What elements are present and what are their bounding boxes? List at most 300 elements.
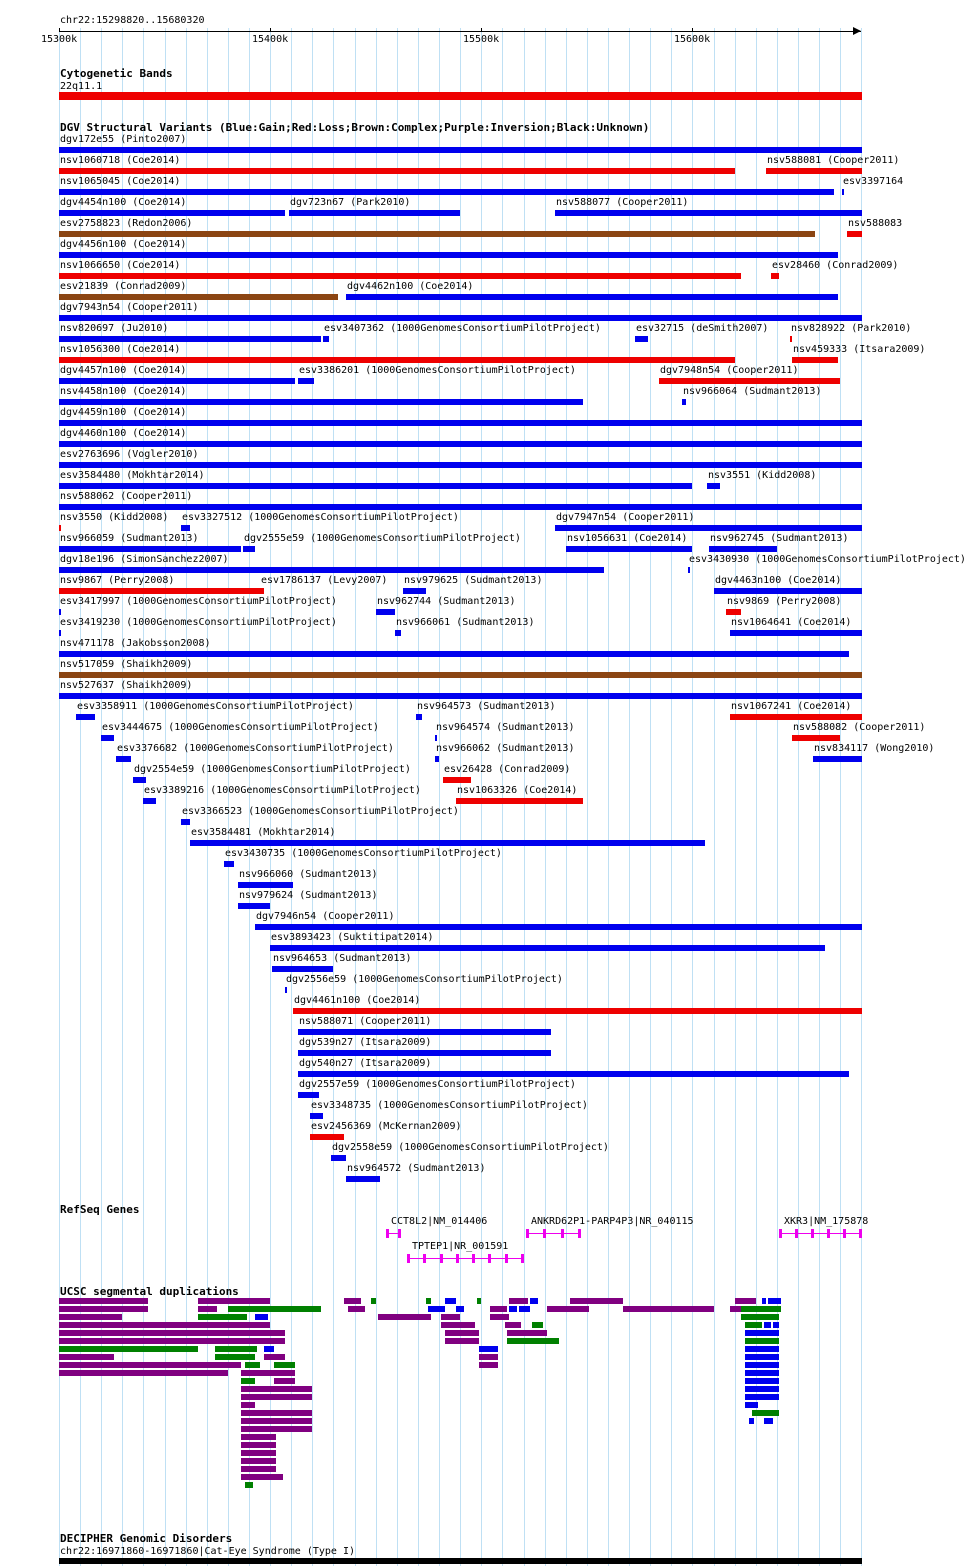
dgv-variant-bar[interactable] xyxy=(310,1113,323,1119)
segdup-block[interactable] xyxy=(198,1306,217,1312)
gene-exon[interactable] xyxy=(543,1229,546,1238)
dgv-variant-label: nsv964572 (Sudmant2013) xyxy=(347,1163,486,1174)
decipher-track-title[interactable]: DECIPHER Genomic Disorders xyxy=(60,1532,233,1545)
dgv-variant-bar[interactable] xyxy=(792,357,838,363)
dgv-variant-label: esv32715 (deSmith2007) xyxy=(636,323,769,334)
dgv-variant-label: nsv517059 (Shaikh2009) xyxy=(60,659,193,670)
gridline xyxy=(819,28,820,1566)
dgv-variant-bar[interactable] xyxy=(59,315,862,321)
dgv-variant-bar[interactable] xyxy=(59,630,61,636)
ruler-tick xyxy=(692,28,693,32)
segdup-block[interactable] xyxy=(264,1354,285,1360)
dgv-variant-bar[interactable] xyxy=(59,420,862,426)
segdup-block[interactable] xyxy=(505,1322,521,1328)
dgv-variant-bar[interactable] xyxy=(59,441,862,447)
gridline xyxy=(481,28,482,1566)
gene-intron-line[interactable] xyxy=(526,1233,581,1234)
dgv-variant-bar[interactable] xyxy=(555,210,862,216)
dgv-variant-bar[interactable] xyxy=(59,378,295,384)
segdup-block[interactable] xyxy=(745,1346,779,1352)
dgv-variant-label: nsv966061 (Sudmant2013) xyxy=(396,617,535,628)
dgv-variant-bar[interactable] xyxy=(709,546,777,552)
gene-exon[interactable] xyxy=(505,1254,508,1263)
gridline xyxy=(376,28,377,1566)
segdup-block[interactable] xyxy=(441,1314,460,1320)
segdup-block[interactable] xyxy=(745,1370,779,1376)
dgv-variant-label: esv2763696 (Vogler2010) xyxy=(60,449,199,460)
segdup-block[interactable] xyxy=(241,1418,312,1424)
segdup-block[interactable] xyxy=(59,1322,270,1328)
segdup-block[interactable] xyxy=(507,1338,559,1344)
dgv-variant-label: esv21839 (Conrad2009) xyxy=(60,281,187,292)
dgv-variant-bar[interactable] xyxy=(59,357,735,363)
segdup-block[interactable] xyxy=(215,1346,257,1352)
segdup-block[interactable] xyxy=(59,1338,285,1344)
segdup-block[interactable] xyxy=(228,1306,321,1312)
dgv-variant-label: nsv527637 (Shaikh2009) xyxy=(60,680,193,691)
segdup-block[interactable] xyxy=(241,1442,276,1448)
segdup-block[interactable] xyxy=(752,1410,779,1416)
segdup-block[interactable] xyxy=(509,1306,517,1312)
gridline xyxy=(566,28,567,1566)
gridline xyxy=(671,28,672,1566)
decipher-item-label: chr22:16971860-16971860|Cat-Eye Syndrome (Type I) xyxy=(60,1546,356,1557)
dgv-variant-label: esv3327512 (1000GenomesConsortiumPilotProject) xyxy=(182,512,459,523)
dgv-variant-bar[interactable] xyxy=(255,924,862,930)
dgv-variant-bar[interactable] xyxy=(181,819,190,825)
ruler-tick xyxy=(270,28,271,32)
segdup-block[interactable] xyxy=(59,1346,198,1352)
segdup-block[interactable] xyxy=(274,1362,295,1368)
dgv-variant-bar[interactable] xyxy=(730,630,862,636)
gene-intron-line[interactable] xyxy=(779,1233,862,1234)
dgv-variant-label: nsv9869 (Perry2008) xyxy=(727,596,842,607)
segdup-block[interactable] xyxy=(445,1338,479,1344)
segdup-block[interactable] xyxy=(241,1466,276,1472)
refseq-track-title[interactable]: RefSeq Genes xyxy=(60,1203,140,1216)
gridline xyxy=(798,28,799,1566)
dgv-variant-label: nsv9867 (Perry2008) xyxy=(60,575,175,586)
gene-exon[interactable] xyxy=(398,1229,401,1238)
gene-label: CCT8L2|NM_014406 xyxy=(391,1216,488,1227)
dgv-variant-bar[interactable] xyxy=(243,546,255,552)
segdup-block[interactable] xyxy=(745,1378,779,1384)
segdup-block[interactable] xyxy=(445,1298,456,1304)
dgv-variant-bar[interactable] xyxy=(59,609,61,615)
dgv-variant-label: dgv4459n100 (Coe2014) xyxy=(60,407,187,418)
dgv-variant-bar[interactable] xyxy=(707,483,720,489)
dgv-variant-label: nsv1067241 (Coe2014) xyxy=(731,701,852,712)
dgv-variant-bar[interactable] xyxy=(346,294,838,300)
ruler-tick-label: 15400k xyxy=(252,34,289,45)
dgv-variant-label: dgv172e55 (Pinto2007) xyxy=(60,134,187,145)
dgv-variant-bar[interactable] xyxy=(813,756,862,762)
gene-exon[interactable] xyxy=(488,1254,491,1263)
dgv-variant-bar[interactable] xyxy=(59,399,583,405)
dgv-variant-bar[interactable] xyxy=(59,567,604,573)
dgv-variant-label: nsv588083 xyxy=(848,218,903,229)
segdup-block[interactable] xyxy=(241,1402,255,1408)
segdup-block[interactable] xyxy=(241,1474,283,1480)
dgv-variant-label: dgv540n27 (Itsara2009) xyxy=(299,1058,432,1069)
dgv-variant-label: dgv2557e59 (1000GenomesConsortiumPilotProject) xyxy=(299,1079,576,1090)
dgv-variant-bar[interactable] xyxy=(59,147,862,153)
dgv-variant-bar[interactable] xyxy=(310,1134,344,1140)
gene-exon[interactable] xyxy=(407,1254,410,1263)
gridline xyxy=(650,28,651,1566)
segdup-block[interactable] xyxy=(479,1362,498,1368)
segdup-block[interactable] xyxy=(344,1298,361,1304)
gene-exon[interactable] xyxy=(472,1254,475,1263)
dgv-variant-bar[interactable] xyxy=(293,1008,862,1014)
dgv-variant-bar[interactable] xyxy=(59,546,241,552)
dgv-variant-label: dgv2554e59 (1000GenomesConsortiumPilotProject) xyxy=(134,764,411,775)
segdup-block[interactable] xyxy=(735,1298,756,1304)
dgv-variant-bar[interactable] xyxy=(635,336,648,342)
gene-label: ANKRD62P1-PARP4P3|NR_040115 xyxy=(531,1216,694,1227)
segdup-block[interactable] xyxy=(426,1298,431,1304)
segdup-block[interactable] xyxy=(764,1322,771,1328)
dgv-variant-label: esv3386201 (1000GenomesConsortiumPilotProject) xyxy=(299,365,576,376)
dgv-variant-label: nsv828922 (Park2010) xyxy=(791,323,912,334)
segdup-block[interactable] xyxy=(507,1330,547,1336)
ruler-arrow-icon xyxy=(853,27,861,35)
gridline xyxy=(418,28,419,1566)
segdup-block[interactable] xyxy=(255,1314,268,1320)
dgv-variant-label: esv3366523 (1000GenomesConsortiumPilotProject) xyxy=(182,806,459,817)
dgv-variant-bar[interactable] xyxy=(395,630,401,636)
dgv-variant-label: dgv4462n100 (Coe2014) xyxy=(347,281,474,292)
dgv-variant-label: dgv4456n100 (Coe2014) xyxy=(60,239,187,250)
dgv-variant-bar[interactable] xyxy=(59,693,862,699)
dgv-variant-bar[interactable] xyxy=(116,756,131,762)
dgv-variant-bar[interactable] xyxy=(59,336,321,342)
dgv-variant-bar[interactable] xyxy=(726,609,741,615)
segdup-track-title[interactable]: UCSC segmental duplications xyxy=(60,1285,239,1298)
dgv-variant-bar[interactable] xyxy=(435,735,437,741)
dgv-variant-bar[interactable] xyxy=(181,525,190,531)
dgv-variant-bar[interactable] xyxy=(771,273,779,279)
dgv-variant-bar[interactable] xyxy=(59,672,862,678)
dgv-variant-bar[interactable] xyxy=(346,1176,380,1182)
segdup-block[interactable] xyxy=(245,1362,260,1368)
dgv-variant-label: dgv7946n54 (Cooper2011) xyxy=(256,911,395,922)
segdup-block[interactable] xyxy=(532,1322,543,1328)
dgv-variant-bar[interactable] xyxy=(323,336,329,342)
dgv-variant-bar[interactable] xyxy=(101,735,114,741)
dgv-variant-bar[interactable] xyxy=(272,966,333,972)
dgv-variant-label: nsv966060 (Sudmant2013) xyxy=(239,869,378,880)
segdup-block[interactable] xyxy=(745,1386,779,1392)
ruler-tick xyxy=(481,28,482,32)
segdup-block[interactable] xyxy=(428,1306,445,1312)
dgv-variant-label: dgv4460n100 (Coe2014) xyxy=(60,428,187,439)
dgv-variant-bar[interactable] xyxy=(331,1155,346,1161)
dgv-variant-label: nsv962745 (Sudmant2013) xyxy=(710,533,849,544)
gene-exon[interactable] xyxy=(811,1229,814,1238)
dgv-variant-label: esv3584480 (Mokhtar2014) xyxy=(60,470,205,481)
segdup-block[interactable] xyxy=(215,1354,255,1360)
dgv-variant-bar[interactable] xyxy=(190,840,705,846)
segdup-block[interactable] xyxy=(378,1314,431,1320)
segdup-block[interactable] xyxy=(741,1306,781,1312)
segdup-block[interactable] xyxy=(59,1354,114,1360)
dgv-variant-bar[interactable] xyxy=(298,378,314,384)
segdup-block[interactable] xyxy=(241,1394,312,1400)
gene-exon[interactable] xyxy=(795,1229,798,1238)
segdup-block[interactable] xyxy=(530,1298,538,1304)
segdup-block[interactable] xyxy=(745,1330,779,1336)
dgv-variant-bar[interactable] xyxy=(682,399,686,405)
dgv-variant-bar[interactable] xyxy=(59,294,338,300)
gene-exon[interactable] xyxy=(843,1229,846,1238)
dgv-variant-label: dgv4463n100 (Coe2014) xyxy=(715,575,842,586)
dgv-variant-bar[interactable] xyxy=(443,777,471,783)
dgv-variant-bar[interactable] xyxy=(238,903,270,909)
gridline xyxy=(861,28,862,1566)
ruler-tick-label: 15300k xyxy=(41,34,78,45)
gene-exon[interactable] xyxy=(779,1229,782,1238)
segdup-block[interactable] xyxy=(59,1330,285,1336)
dgv-variant-bar[interactable] xyxy=(59,273,741,279)
segdup-block[interactable] xyxy=(241,1378,255,1384)
segdup-block[interactable] xyxy=(477,1298,481,1304)
segdup-block[interactable] xyxy=(745,1338,779,1344)
dgv-variant-label: nsv966059 (Sudmant2013) xyxy=(60,533,199,544)
dgv-variant-bar[interactable] xyxy=(224,861,234,867)
dgv-variant-label: dgv7943n54 (Cooper2011) xyxy=(60,302,199,313)
dgv-variant-bar[interactable] xyxy=(59,252,838,258)
cyto-band-bar[interactable] xyxy=(59,92,862,100)
segdup-block[interactable] xyxy=(479,1354,498,1360)
dgv-variant-bar[interactable] xyxy=(416,714,422,720)
dgv-variant-bar[interactable] xyxy=(555,525,862,531)
segdup-block[interactable] xyxy=(241,1386,312,1392)
segdup-block[interactable] xyxy=(745,1322,762,1328)
gridline xyxy=(629,28,630,1566)
dgv-variant-label: dgv723n67 (Park2010) xyxy=(290,197,411,208)
gene-exon[interactable] xyxy=(521,1254,524,1263)
dgv-variant-bar[interactable] xyxy=(59,504,862,510)
segdup-block[interactable] xyxy=(241,1434,276,1440)
dgv-variant-bar[interactable] xyxy=(403,588,426,594)
cyto-track-title[interactable]: Cytogenetic Bands xyxy=(60,67,173,80)
dgv-variant-bar[interactable] xyxy=(688,567,690,573)
dgv-variant-label: nsv834117 (Wong2010) xyxy=(814,743,935,754)
segdup-block[interactable] xyxy=(198,1314,247,1320)
dgv-variant-label: nsv979625 (Sudmant2013) xyxy=(404,575,543,586)
gridline xyxy=(312,28,313,1566)
dgv-track-title[interactable]: DGV Structural Variants (Blue:Gain;Red:Loss;Brown:Complex;Purple:Inversion;Black:Unknown) xyxy=(60,121,650,134)
dgv-variant-bar[interactable] xyxy=(59,231,815,237)
segdup-block[interactable] xyxy=(59,1370,228,1376)
segdup-block[interactable] xyxy=(445,1330,479,1336)
dgv-variant-bar[interactable] xyxy=(730,714,862,720)
dgv-variant-bar[interactable] xyxy=(260,588,264,594)
segdup-block[interactable] xyxy=(241,1370,295,1376)
segdup-block[interactable] xyxy=(198,1298,270,1304)
segdup-block[interactable] xyxy=(245,1482,253,1488)
dgv-variant-label: nsv1064641 (Coe2014) xyxy=(731,617,852,628)
dgv-variant-bar[interactable] xyxy=(790,336,792,342)
segdup-block[interactable] xyxy=(768,1298,781,1304)
dgv-variant-label: nsv1066650 (Coe2014) xyxy=(60,260,181,271)
dgv-variant-bar[interactable] xyxy=(298,1050,551,1056)
segdup-block[interactable] xyxy=(241,1410,312,1416)
dgv-variant-label: nsv3550 (Kidd2008) xyxy=(60,512,169,523)
gene-exon[interactable] xyxy=(526,1229,529,1238)
ruler-tick xyxy=(59,28,60,32)
dgv-variant-label: esv3893423 (Suktitipat2014) xyxy=(271,932,434,943)
segdup-block[interactable] xyxy=(490,1314,509,1320)
segdup-block[interactable] xyxy=(441,1322,475,1328)
segdup-block[interactable] xyxy=(570,1298,623,1304)
dgv-variant-bar[interactable] xyxy=(298,1092,319,1098)
dgv-variant-bar[interactable] xyxy=(842,189,844,195)
dgv-variant-bar[interactable] xyxy=(435,756,439,762)
dgv-variant-label: nsv964574 (Sudmant2013) xyxy=(436,722,575,733)
segdup-block[interactable] xyxy=(745,1354,779,1360)
dgv-variant-bar[interactable] xyxy=(566,546,692,552)
segdup-block[interactable] xyxy=(241,1458,276,1464)
dgv-variant-label: dgv18e196 (SimonSanchez2007) xyxy=(60,554,229,565)
dgv-variant-label: nsv588082 (Cooper2011) xyxy=(793,722,926,733)
ruler-tick-label: 15500k xyxy=(463,34,500,45)
gridline xyxy=(291,28,292,1566)
segdup-block[interactable] xyxy=(764,1418,773,1424)
ruler-tick-label: 15600k xyxy=(674,34,711,45)
gene-exon[interactable] xyxy=(423,1254,426,1263)
segdup-block[interactable] xyxy=(479,1346,498,1352)
gridline xyxy=(714,28,715,1566)
dgv-variant-bar[interactable] xyxy=(143,798,156,804)
dgv-variant-label: esv3430930 (1000GenomesConsortiumPilotProject) xyxy=(689,554,966,565)
dgv-variant-label: nsv588077 (Cooper2011) xyxy=(556,197,689,208)
dgv-variant-label: dgv2555e59 (1000GenomesConsortiumPilotProject) xyxy=(244,533,521,544)
segdup-block[interactable] xyxy=(241,1450,276,1456)
dgv-variant-label: dgv539n27 (Itsara2009) xyxy=(299,1037,432,1048)
segdup-block[interactable] xyxy=(274,1378,295,1384)
segdup-block[interactable] xyxy=(264,1346,274,1352)
gridline xyxy=(840,28,841,1566)
segdup-block[interactable] xyxy=(59,1298,148,1304)
cyto-band-label: 22q11.1 xyxy=(60,81,103,92)
dgv-variant-bar[interactable] xyxy=(59,462,862,468)
gene-exon[interactable] xyxy=(456,1254,459,1263)
dgv-variant-label: nsv966064 (Sudmant2013) xyxy=(683,386,822,397)
dgv-variant-label: nsv471178 (Jakobsson2008) xyxy=(60,638,211,649)
dgv-variant-label: dgv4461n100 (Coe2014) xyxy=(294,995,421,1006)
segdup-block[interactable] xyxy=(773,1322,779,1328)
dgv-variant-bar[interactable] xyxy=(59,651,849,657)
dgv-variant-bar[interactable] xyxy=(238,882,293,888)
segdup-block[interactable] xyxy=(547,1306,589,1312)
dgv-variant-bar[interactable] xyxy=(133,777,146,783)
gene-exon[interactable] xyxy=(827,1229,830,1238)
dgv-variant-bar[interactable] xyxy=(659,378,840,384)
dgv-variant-label: esv3444675 (1000GenomesConsortiumPilotProject) xyxy=(102,722,379,733)
dgv-variant-label: esv1786137 (Levy2007) xyxy=(261,575,388,586)
gene-exon[interactable] xyxy=(859,1229,862,1238)
dgv-variant-label: esv26428 (Conrad2009) xyxy=(444,764,571,775)
dgv-variant-label: dgv4457n100 (Coe2014) xyxy=(60,365,187,376)
gridline xyxy=(439,28,440,1566)
gridline xyxy=(397,28,398,1566)
dgv-variant-bar[interactable] xyxy=(298,1029,551,1035)
dgv-variant-label: nsv1060718 (Coe2014) xyxy=(60,155,181,166)
dgv-variant-bar[interactable] xyxy=(59,168,735,174)
dgv-variant-label: nsv962744 (Sudmant2013) xyxy=(377,596,516,607)
segdup-block[interactable] xyxy=(59,1314,122,1320)
segdup-block[interactable] xyxy=(741,1314,779,1320)
dgv-variant-bar[interactable] xyxy=(59,189,834,195)
gene-exon[interactable] xyxy=(578,1229,581,1238)
segdup-block[interactable] xyxy=(623,1306,714,1312)
segdup-block[interactable] xyxy=(59,1306,148,1312)
gene-exon[interactable] xyxy=(386,1229,389,1238)
dgv-variant-label: dgv2556e59 (1000GenomesConsortiumPilotProject) xyxy=(286,974,563,985)
segdup-block[interactable] xyxy=(59,1362,241,1368)
gridline xyxy=(692,28,693,1566)
dgv-variant-bar[interactable] xyxy=(847,231,862,237)
dgv-variant-label: esv2758823 (Redon2006) xyxy=(60,218,193,229)
dgv-variant-label: nsv1065045 (Coe2014) xyxy=(60,176,181,187)
dgv-variant-bar[interactable] xyxy=(76,714,95,720)
segdup-block[interactable] xyxy=(241,1426,312,1432)
dgv-variant-bar[interactable] xyxy=(376,609,395,615)
dgv-variant-bar[interactable] xyxy=(285,987,287,993)
gene-exon[interactable] xyxy=(440,1254,443,1263)
dgv-variant-bar[interactable] xyxy=(270,945,825,951)
segdup-block[interactable] xyxy=(490,1306,507,1312)
dgv-variant-label: nsv1056631 (Coe2014) xyxy=(567,533,688,544)
dgv-variant-label: esv3389216 (1000GenomesConsortiumPilotProject) xyxy=(144,785,421,796)
dgv-variant-label: nsv979624 (Sudmant2013) xyxy=(239,890,378,901)
dgv-variant-label: esv3417997 (1000GenomesConsortiumPilotProject) xyxy=(60,596,337,607)
segdup-block[interactable] xyxy=(745,1394,779,1400)
dgv-variant-bar[interactable] xyxy=(766,168,862,174)
segdup-block[interactable] xyxy=(519,1306,530,1312)
dgv-variant-bar[interactable] xyxy=(456,798,583,804)
gene-exon[interactable] xyxy=(561,1229,564,1238)
segdup-block[interactable] xyxy=(749,1418,754,1424)
dgv-variant-label: esv3397164 xyxy=(843,176,904,187)
dgv-variant-bar[interactable] xyxy=(289,210,460,216)
dgv-variant-bar[interactable] xyxy=(59,210,285,216)
dgv-variant-bar[interactable] xyxy=(59,483,692,489)
dgv-variant-bar[interactable] xyxy=(298,1071,849,1077)
dgv-variant-label: nsv966062 (Sudmant2013) xyxy=(436,743,575,754)
dgv-variant-label: esv2456369 (McKernan2009) xyxy=(311,1121,462,1132)
segdup-block[interactable] xyxy=(745,1362,779,1368)
region-label: chr22:15298820..15680320 xyxy=(60,15,205,26)
dgv-variant-bar[interactable] xyxy=(714,588,862,594)
segdup-block[interactable] xyxy=(762,1298,766,1304)
segdup-block[interactable] xyxy=(348,1306,365,1312)
dgv-variant-label: esv3348735 (1000GenomesConsortiumPilotProject) xyxy=(311,1100,588,1111)
gene-label: XKR3|NM_175878 xyxy=(784,1216,869,1227)
segdup-block[interactable] xyxy=(456,1306,464,1312)
segdup-block[interactable] xyxy=(371,1298,376,1304)
decipher-item-bar[interactable] xyxy=(59,1558,862,1564)
dgv-variant-bar[interactable] xyxy=(59,588,262,594)
segdup-block[interactable] xyxy=(745,1402,758,1408)
segdup-block[interactable] xyxy=(509,1298,528,1304)
dgv-variant-bar[interactable] xyxy=(792,735,840,741)
gridline xyxy=(587,28,588,1566)
gene-label: TPTEP1|NR_001591 xyxy=(412,1241,509,1252)
dgv-variant-bar[interactable] xyxy=(59,525,61,531)
